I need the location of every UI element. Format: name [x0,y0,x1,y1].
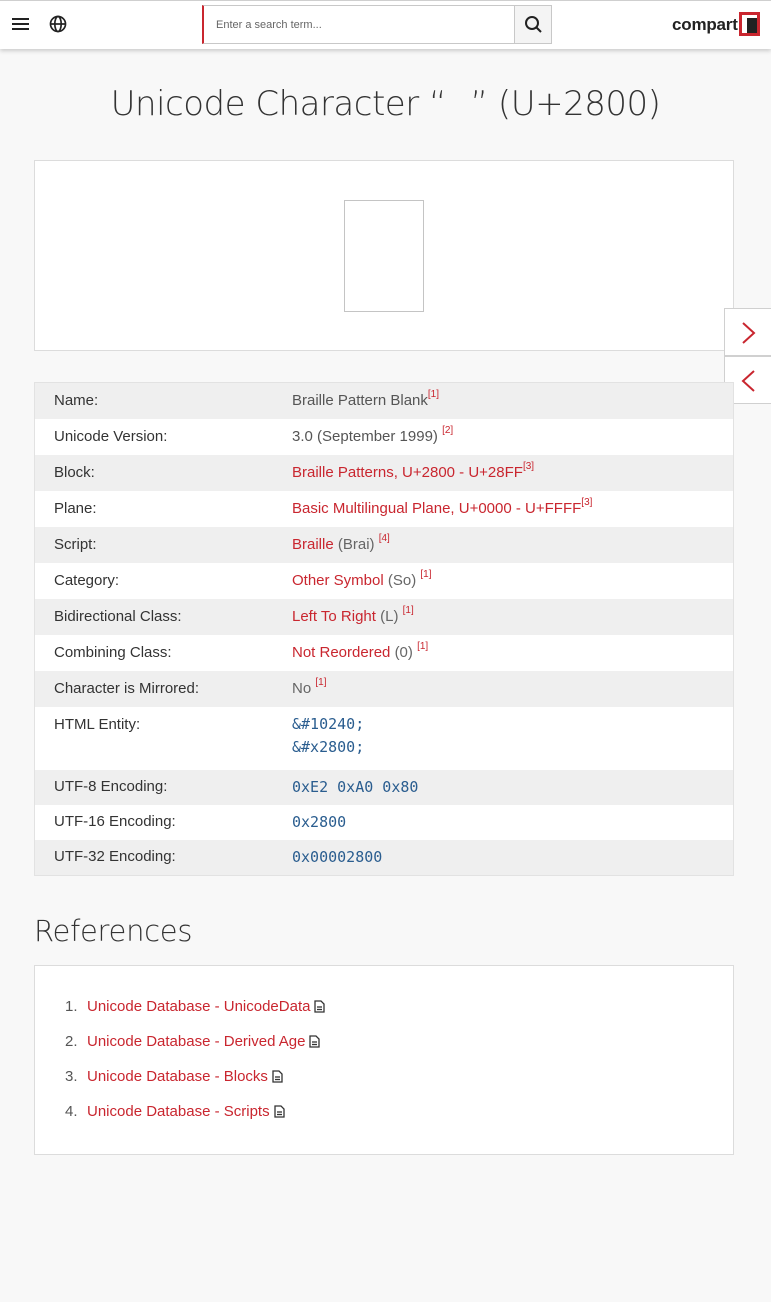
table-row [35,840,733,875]
table-row [35,671,733,707]
property-value: Braille Pattern Blank[1] [292,389,440,409]
property-label: Name: [54,392,99,409]
glyph-panel [34,160,734,351]
property-value: 0xE2 0xA0 0x80 [292,778,419,796]
hamburger-menu-icon[interactable] [8,11,34,37]
category-link[interactable]: Other Symbol [292,572,384,589]
property-value: 3.0 (September 1999) [2] [292,425,454,445]
properties-table [34,382,734,876]
reference-link[interactable]: Unicode Database - Derived Age [87,1033,320,1050]
property-value: Left To Right (L) [1] [292,605,414,625]
table-row [35,599,733,635]
property-label: Combining Class: [54,644,172,661]
compart-logo[interactable] [672,11,762,39]
reference-link[interactable]: [3] [522,461,535,472]
property-value: 0x2800 [292,813,347,831]
globe-language-icon[interactable] [46,12,70,36]
property-label: Block: [54,464,95,481]
property-label: Script: [54,536,97,553]
logo-text: compart [672,15,738,34]
references-panel: 1. Unicode Database - UnicodeData 2. Unicode Database - Derived Age 3. Unicode Database - Blocks 4. Unicode Database - Scripts [34,965,734,1155]
table-row [35,491,733,527]
property-value: No [1] [292,677,327,697]
table-row [35,383,733,419]
plane-link[interactable]: Basic Multilingual Plane, U+0000 - U+FFFF [292,500,582,517]
property-label: HTML Entity: [54,716,141,733]
table-row [35,455,733,491]
property-label: Category: [54,572,120,589]
document-icon [274,1105,285,1118]
combining-class-link[interactable]: Not Reordered [292,644,391,661]
document-icon [314,1000,325,1013]
next-character-button[interactable] [724,308,771,356]
property-value: Not Reordered (0) [1] [292,641,429,661]
reference-link[interactable]: Unicode Database - Blocks [87,1068,283,1085]
table-row [35,770,733,805]
property-label: Bidirectional Class: [54,608,182,625]
document-icon [272,1070,283,1083]
table-row [35,805,733,840]
search-bar [202,5,552,44]
reference-link[interactable]: [4] [378,533,390,544]
property-value: 0x00002800 [292,848,383,866]
property-value: Other Symbol (So) [1] [292,569,432,589]
property-value [292,497,593,517]
reference-link[interactable]: [1] [427,389,440,400]
reference-link[interactable]: [1] [402,605,414,616]
reference-link[interactable]: [1] [420,569,432,580]
table-row [35,635,733,671]
property-label: Character is Mirrored: [54,680,200,697]
html-entity-decimal: &#10240; [292,715,365,733]
property-value: Braille (Brai) [4] [292,533,390,553]
page-title: Unicode Character “⠀” (U+2800) [110,84,661,124]
reference-link[interactable]: Unicode Database - Scripts [87,1103,285,1120]
reference-link[interactable]: Unicode Database - UnicodeData [87,998,325,1015]
html-entity-hex: &#x2800; [292,738,365,756]
chevron-left-icon [739,369,759,393]
references-heading: References [34,914,193,948]
table-row [35,419,733,455]
reference-link[interactable]: [2] [442,425,454,436]
logo-mark-icon [738,11,761,37]
search-input[interactable] [204,6,515,43]
reference-link[interactable]: [3] [581,497,593,508]
script-link[interactable]: Braille [292,536,334,553]
chevron-right-icon [739,321,759,345]
table-row [35,527,733,563]
property-value [292,461,535,481]
bidi-class-link[interactable]: Left To Right [292,608,376,625]
table-row [35,707,733,770]
property-value [292,713,364,759]
search-icon [515,6,552,43]
property-label: UTF-16 Encoding: [54,813,176,830]
glyph-preview [344,200,424,312]
top-header [0,0,771,49]
block-link[interactable]: Braille Patterns, U+2800 - U+28FF [292,464,523,481]
table-row [35,563,733,599]
document-icon [309,1035,320,1048]
property-label: Unicode Version: [54,428,168,445]
reference-link[interactable]: [1] [417,641,429,652]
property-label: UTF-32 Encoding: [54,848,176,865]
reference-link[interactable]: [1] [315,677,327,688]
property-label: UTF-8 Encoding: [54,778,168,795]
property-label: Plane: [54,500,97,517]
search-button[interactable] [514,6,551,43]
